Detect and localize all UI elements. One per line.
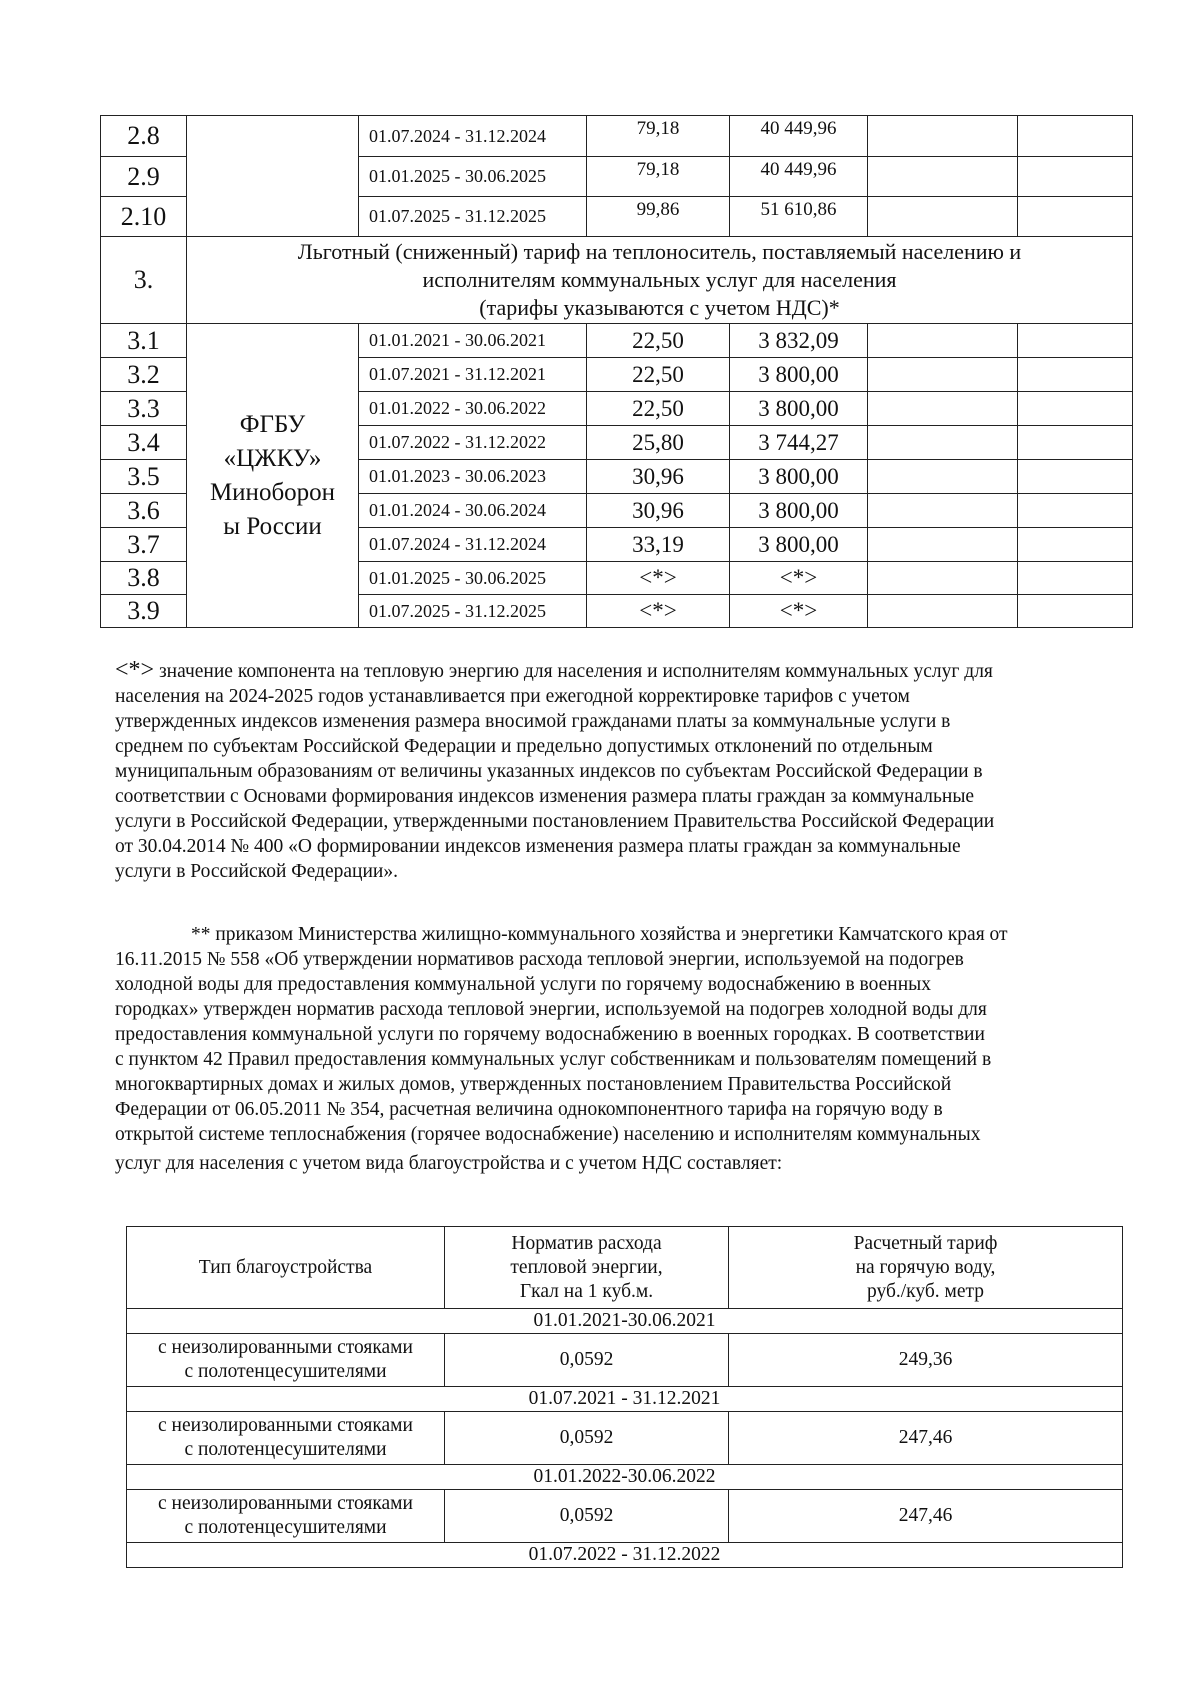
note-line: услуг для населения с учетом вида благоустройства и с учетом НДС составляет: [115, 1153, 783, 1174]
value-cell: 3 800,00 [730, 460, 868, 494]
norm-cell: 0,0592 [445, 1334, 729, 1387]
empty-cell [1018, 392, 1133, 426]
type-cell [127, 1490, 445, 1543]
hot-water-tariff-table [126, 1226, 1123, 1568]
value-cell: 40 449,96 [730, 157, 868, 197]
org-cell-empty [187, 116, 359, 237]
tariff-cell: 249,36 [729, 1334, 1123, 1387]
empty-cell [868, 528, 1018, 562]
value-cell: 3 832,09 [730, 324, 868, 358]
period-cell: 01.07.2024 - 31.12.2024 [359, 116, 587, 157]
note-line: утвержденных индексов изменения размера вносимой гражданами платы за коммунальные услуги в [115, 711, 951, 732]
note-line: услуги в Российской Федерации, утвержденными постановлением Правительства Российской Федерации [115, 811, 995, 832]
tariff-cell: 247,46 [729, 1490, 1123, 1543]
header-line: Гкал на 1 куб.м. [519, 1280, 654, 1302]
tariff-cell: 247,46 [729, 1412, 1123, 1465]
organization-cell [187, 324, 359, 628]
period-cell: 01.01.2024 - 30.06.2024 [359, 494, 587, 528]
note-line: открытой системе теплоснабжения (горячее водоснабжение) населению и исполнителям коммунальных [115, 1124, 981, 1145]
value-cell: <*> [730, 595, 868, 628]
note-line-text: ** приказом Министерства жилищно-коммунального хозяйства и энергетики Камчатского края от [191, 924, 1008, 945]
tariff-table [100, 115, 1133, 628]
period-cell: 01.07.2022 - 31.12.2022 [359, 426, 587, 460]
period-row [127, 1465, 1123, 1490]
value-cell: 22,50 [587, 324, 730, 358]
period-label: 01.07.2021 - 31.12.2021 [127, 1387, 1123, 1412]
footnote-double-asterisk [115, 922, 1118, 1201]
note-line: многоквартирных домах и жилых домов, утвержденных постановлением Правительства Российской [115, 1074, 952, 1095]
header-line: руб./куб. метр [866, 1280, 985, 1302]
empty-cell [868, 460, 1018, 494]
row-number: 3.4 [101, 426, 187, 460]
period-label: 01.07.2022 - 31.12.2022 [127, 1543, 1123, 1568]
section-title-line: Льготный (сниженный) тариф на теплоноситель, поставляемый населению и [297, 239, 1022, 264]
type-cell [127, 1334, 445, 1387]
empty-cell [1018, 494, 1133, 528]
section-title-line: (тарифы указываются с учетом НДС)* [479, 295, 840, 320]
period-cell: 01.07.2025 - 31.12.2025 [359, 595, 587, 628]
empty-cell [1018, 426, 1133, 460]
period-cell: 01.07.2024 - 31.12.2024 [359, 528, 587, 562]
period-cell: 01.01.2025 - 30.06.2025 [359, 562, 587, 595]
value-cell: 3 800,00 [730, 392, 868, 426]
empty-cell [868, 116, 1018, 157]
header-row [127, 1227, 1123, 1309]
row-number: 3.1 [101, 324, 187, 358]
header-line: Расчетный тариф [853, 1232, 998, 1254]
period-label: 01.01.2022-30.06.2022 [127, 1465, 1123, 1490]
empty-cell [1018, 197, 1133, 237]
value-cell: <*> [587, 562, 730, 595]
row-number: 2.8 [101, 116, 187, 157]
value-cell: 99,86 [587, 197, 730, 237]
header-line: тепловой энергии, [510, 1256, 663, 1278]
type-line: с полотенцесушителями [184, 1361, 387, 1382]
header-line: Норматив расхода [511, 1232, 662, 1254]
section-header-row [101, 237, 1133, 324]
period-cell: 01.01.2025 - 30.06.2025 [359, 157, 587, 197]
footnote-mark: <*> [115, 657, 155, 683]
note-line: соответствии с Основами формирования индексов изменения размера платы граждан за коммунальные [115, 786, 975, 807]
row-number: 3.3 [101, 392, 187, 426]
note-line: 16.11.2015 № 558 «Об утверждении нормативов расхода тепловой энергии, используемой на подогрев [115, 949, 964, 970]
note-line: населения на 2024-2025 годов устанавливается при ежегодной корректировке тарифов с учетом [115, 686, 910, 707]
value-cell: 51 610,86 [730, 197, 868, 237]
value-cell: 30,96 [587, 460, 730, 494]
empty-cell [868, 595, 1018, 628]
empty-cell [868, 358, 1018, 392]
value-cell: 22,50 [587, 392, 730, 426]
row-number: 2.10 [101, 197, 187, 237]
period-cell: 01.07.2021 - 31.12.2021 [359, 358, 587, 392]
empty-cell [868, 562, 1018, 595]
period-cell: 01.01.2022 - 30.06.2022 [359, 392, 587, 426]
table-row [101, 116, 1133, 157]
type-line: с полотенцесушителями [184, 1439, 387, 1460]
row-number: 3.5 [101, 460, 187, 494]
note-line: Федерации от 06.05.2011 № 354, расчетная величина однокомпонентного тарифа на горячую воду в [115, 1099, 943, 1120]
table-row [127, 1334, 1123, 1387]
empty-cell [1018, 358, 1133, 392]
empty-cell [1018, 324, 1133, 358]
type-line: с полотенцесушителями [184, 1517, 387, 1538]
empty-cell [868, 494, 1018, 528]
period-cell: 01.07.2025 - 31.12.2025 [359, 197, 587, 237]
type-line: с неизолированными стояками [158, 1493, 413, 1514]
empty-cell [1018, 157, 1133, 197]
period-row [127, 1387, 1123, 1412]
value-cell: 40 449,96 [730, 116, 868, 157]
note-line: услуги в Российской Федерации». [115, 861, 398, 882]
value-cell: <*> [587, 595, 730, 628]
empty-cell [868, 324, 1018, 358]
period-cell: 01.01.2021 - 30.06.2021 [359, 324, 587, 358]
row-number: 3.6 [101, 494, 187, 528]
row-number: 3.7 [101, 528, 187, 562]
period-cell: 01.01.2023 - 30.06.2023 [359, 460, 587, 494]
period-row [127, 1309, 1123, 1334]
type-line: с неизолированными стояками [158, 1337, 413, 1358]
empty-cell [1018, 528, 1133, 562]
note-line: холодной воды для предоставления коммунальной услуги по горячему водоснабжению в военных [115, 974, 932, 995]
empty-cell [1018, 562, 1133, 595]
section-title-line: исполнителям коммунальных услуг для населения [422, 267, 897, 292]
row-number: 3.2 [101, 358, 187, 392]
value-cell: 3 800,00 [730, 528, 868, 562]
section-title [187, 237, 1133, 324]
empty-cell [868, 157, 1018, 197]
note-line: среднем по субъектам Российской Федерации и предельно допустимых отклонений по отдельным [115, 736, 933, 757]
value-cell: 33,19 [587, 528, 730, 562]
note-line-text: значение компонента на тепловую энергию для населения и исполнителям коммунальных услуг для [158, 661, 993, 682]
value-cell: <*> [730, 562, 868, 595]
note-line: предоставления коммунальной услуги по горячему водоснабжению в военных городках. В соответствии [115, 1024, 985, 1045]
footnote-asterisk-brackets [115, 658, 1118, 909]
period-row [127, 1543, 1123, 1568]
empty-cell [1018, 595, 1133, 628]
header-cell-norm [445, 1227, 729, 1309]
header-cell-type: Тип благоустройства [127, 1227, 445, 1309]
row-number: 3.9 [101, 595, 187, 628]
value-cell: 30,96 [587, 494, 730, 528]
norm-cell: 0,0592 [445, 1412, 729, 1465]
type-cell [127, 1412, 445, 1465]
empty-cell [1018, 116, 1133, 157]
value-cell: 22,50 [587, 358, 730, 392]
empty-cell [868, 392, 1018, 426]
empty-cell [1018, 460, 1133, 494]
note-line [115, 658, 1118, 684]
note-line: муниципальным образованиям от величины указанных индексов по субъектам Российской Федерации в [115, 761, 983, 782]
section-number: 3. [101, 237, 187, 324]
table-row [127, 1490, 1123, 1543]
note-line: с пунктом 42 Правил предоставления коммунальных услуг собственникам и пользователям помещений в [115, 1049, 992, 1070]
value-cell: 3 800,00 [730, 494, 868, 528]
organization-line: ФГБУ [239, 410, 306, 438]
value-cell: 79,18 [587, 157, 730, 197]
note-line: городках» утвержден норматив расхода тепловой энергии, используемой на подогрев холодной воды для [115, 999, 987, 1020]
period-label: 01.01.2021-30.06.2021 [127, 1309, 1123, 1334]
value-cell: 3 800,00 [730, 358, 868, 392]
value-cell: 25,80 [587, 426, 730, 460]
value-cell: 79,18 [587, 116, 730, 157]
norm-cell: 0,0592 [445, 1490, 729, 1543]
organization-line: Минoборон [209, 478, 336, 506]
empty-cell [868, 197, 1018, 237]
note-line: от 30.04.2014 № 400 «О формировании индексов изменения размера платы граждан за коммунальные [115, 836, 961, 857]
header-cell-tariff [729, 1227, 1123, 1309]
value-cell: 3 744,27 [730, 426, 868, 460]
table-row [127, 1412, 1123, 1465]
empty-cell [868, 426, 1018, 460]
organization-line: ы России [223, 512, 322, 540]
row-number: 3.8 [101, 562, 187, 595]
organization-line: «ЦЖКУ» [223, 444, 322, 472]
row-number: 2.9 [101, 157, 187, 197]
type-line: с неизолированными стояками [158, 1415, 413, 1436]
table-row [101, 324, 1133, 358]
header-line: на горячую воду, [855, 1256, 996, 1278]
note-line [115, 922, 1118, 947]
